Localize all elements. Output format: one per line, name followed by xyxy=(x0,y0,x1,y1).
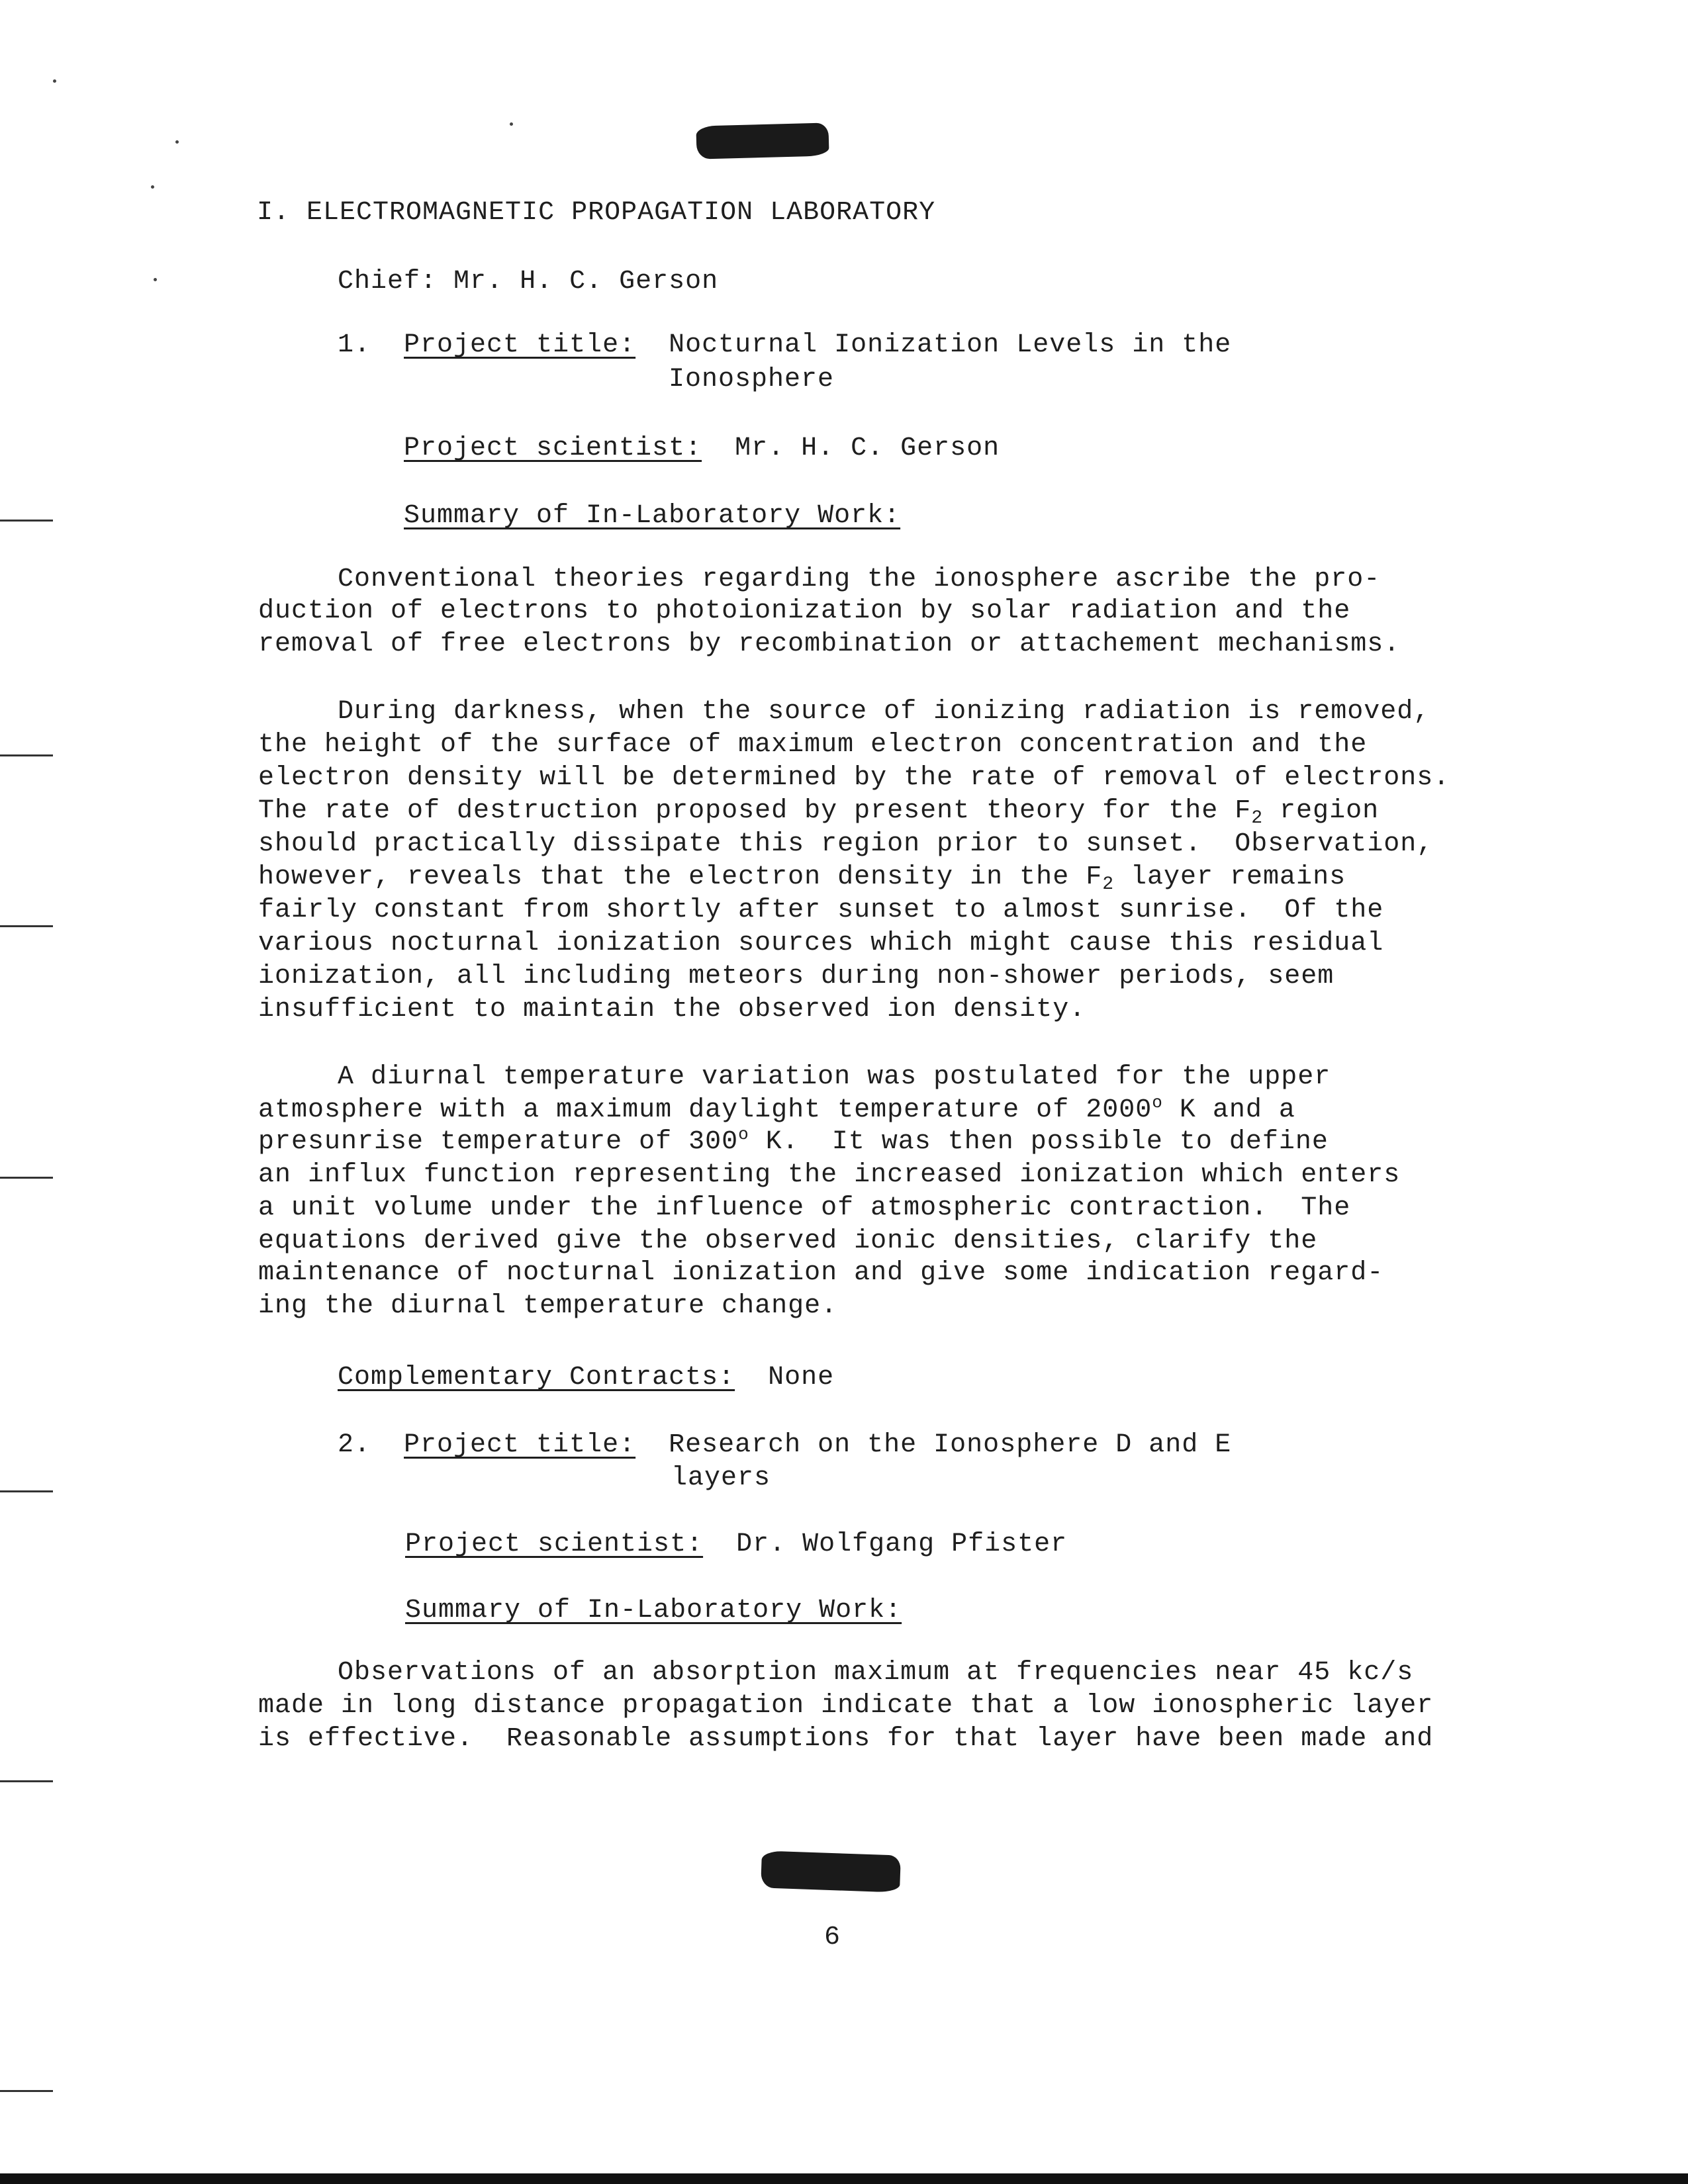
p1-para2-line: ionization, all including meteors during non-shower periods, seem xyxy=(258,962,1335,991)
p1-para2-line: insufficient to maintain the observed ion density. xyxy=(258,995,1086,1024)
p1-para3-line2-text: atmosphere with a maximum daylight temperature of 2000 xyxy=(258,1095,1152,1125)
project2-summary-heading: Summary of In-Laboratory Work: xyxy=(405,1596,902,1625)
degree-sign: o xyxy=(738,1124,749,1144)
project2-scientist-line xyxy=(405,1529,1067,1561)
scan-speck xyxy=(510,122,513,126)
degree-sign: o xyxy=(1152,1093,1163,1113)
project1-title: Nocturnal Ionization Levels in the xyxy=(669,330,1232,360)
p1-para1-line: Conventional theories regarding the ionosphere ascribe the pro- xyxy=(338,565,1381,594)
subscript: 2 xyxy=(1102,874,1115,895)
project2-scientist-name: Dr. Wolfgang Pfister xyxy=(736,1529,1068,1559)
edge-mark xyxy=(0,754,53,756)
project2-title-line xyxy=(338,1430,1231,1461)
project2-title-continued: layers xyxy=(671,1463,771,1493)
p1-para2-line xyxy=(258,862,1346,893)
p1-para3-line: A diurnal temperature variation was postulated for the upper xyxy=(338,1062,1331,1092)
project1-title-label: Project title: xyxy=(404,330,636,360)
project2-scientist-label: Project scientist: xyxy=(405,1529,704,1559)
scan-bottom-border xyxy=(0,2173,1688,2184)
top-redaction-mark xyxy=(696,122,829,159)
contracts-value: None xyxy=(768,1363,835,1392)
bottom-redaction-mark xyxy=(761,1850,901,1892)
contracts-label: Complementary Contracts: xyxy=(338,1363,735,1392)
scan-speck xyxy=(154,278,157,281)
p1-para2-line xyxy=(258,796,1379,827)
subscript: 2 xyxy=(1251,808,1264,829)
chief-line xyxy=(338,266,718,298)
p2-para1-line: made in long distance propagation indicate that a low ionospheric layer xyxy=(258,1691,1434,1721)
p1-para2-line4-text: The rate of destruction proposed by present theory for the F xyxy=(258,796,1252,826)
p1-para2-line6-tail: layer remains xyxy=(1114,862,1346,892)
section-heading: I. ELECTROMAGNETIC PROPAGATION LABORATORY xyxy=(257,198,936,228)
project1-summary-heading: Summary of In-Laboratory Work: xyxy=(404,501,901,531)
p1-para2-line: various nocturnal ionization sources which might cause this residual xyxy=(258,929,1384,958)
chief-label: Chief: xyxy=(338,267,438,296)
p1-para2-line: should practically dissipate this region prior to sunset. Observation, xyxy=(258,829,1434,859)
p1-para3-line: maintenance of nocturnal ionization and give some indication regard- xyxy=(258,1258,1384,1288)
p1-para2-line: During darkness, when the source of ionizing radiation is removed, xyxy=(338,697,1430,727)
p1-para1-line: removal of free electrons by recombination or attachement mechanisms. xyxy=(258,629,1401,659)
scan-speck xyxy=(53,79,56,83)
project1-title-continued: Ionosphere xyxy=(669,365,835,394)
p1-para3-line xyxy=(258,1126,1329,1158)
p1-para3-line: an influx function representing the increased ionization which enters xyxy=(258,1160,1401,1190)
p1-para2-line: the height of the surface of maximum electron concentration and the xyxy=(258,730,1368,760)
scan-speck xyxy=(175,140,179,144)
project1-scientist-line xyxy=(404,433,1000,465)
p1-para3-line: a unit volume under the influence of atmospheric contraction. The xyxy=(258,1193,1351,1223)
p1-para3-line2-tail: K and a xyxy=(1162,1095,1295,1125)
chief-name: Mr. H. C. Gerson xyxy=(453,267,719,296)
project1-number: 1. xyxy=(338,330,371,360)
p1-para2-line6-text: however, reveals that the electron density in the F xyxy=(258,862,1103,892)
project1-contracts-line xyxy=(338,1362,834,1394)
p2-para1-line: Observations of an absorption maximum at frequencies near 45 kc/s xyxy=(338,1658,1414,1688)
project2-title-label: Project title: xyxy=(404,1430,636,1460)
edge-mark xyxy=(0,1780,53,1782)
p1-para2-line: fairly constant from shortly after sunset to almost sunrise. Of the xyxy=(258,895,1384,925)
p1-para3-line xyxy=(258,1095,1295,1126)
project1-scientist-label: Project scientist: xyxy=(404,433,702,463)
project1-scientist-name: Mr. H. C. Gerson xyxy=(735,433,1000,463)
edge-mark xyxy=(0,2090,53,2092)
p1-para1-line: duction of electrons to photoionization by solar radiation and the xyxy=(258,596,1351,626)
p1-para3-line: equations derived give the observed ionic densities, clarify the xyxy=(258,1226,1318,1256)
p2-para1-line: is effective. Reasonable assumptions for that layer have been made and xyxy=(258,1724,1434,1754)
project1-title-line xyxy=(338,330,1231,361)
edge-mark xyxy=(0,1177,53,1179)
edge-mark xyxy=(0,520,53,522)
page-number: 6 xyxy=(824,1923,841,1952)
p1-para3-line3-tail: K. It was then possible to define xyxy=(749,1127,1329,1157)
scan-speck xyxy=(151,185,154,189)
p1-para2-line: electron density will be determined by the rate of removal of electrons. xyxy=(258,763,1450,793)
p1-para2-line4-tail: region xyxy=(1263,796,1380,826)
project2-number: 2. xyxy=(338,1430,371,1460)
project2-title: Research on the Ionosphere D and E xyxy=(669,1430,1232,1460)
edge-mark xyxy=(0,925,53,927)
edge-mark xyxy=(0,1490,53,1492)
p1-para3-line3-text: presunrise temperature of 300 xyxy=(258,1127,739,1157)
p1-para3-line: ing the diurnal temperature change. xyxy=(258,1291,838,1321)
